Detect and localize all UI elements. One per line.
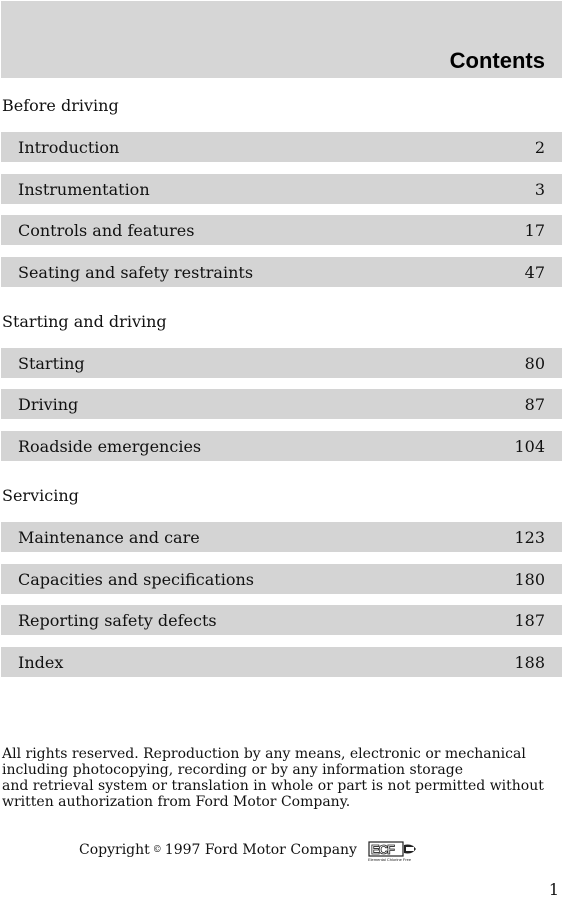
toc-entry-page: 87 — [524, 395, 545, 414]
toc-entry-capacities-and-specifications[interactable] — [1, 564, 562, 594]
toc-entry-label: Instrumentation — [18, 180, 150, 199]
copyright-line — [79, 842, 357, 858]
toc-entry-label: Seating and safety restraints — [18, 263, 254, 282]
toc-entry-label: Roadside emergencies — [18, 437, 202, 456]
section-heading-servicing: Servicing — [2, 486, 79, 505]
toc-entry-page: 17 — [524, 221, 545, 240]
toc-entry-roadside-emergencies[interactable] — [1, 431, 562, 461]
toc-entry-introduction[interactable] — [1, 132, 562, 162]
toc-entry-instrumentation[interactable] — [1, 174, 562, 204]
toc-entry-page: 47 — [524, 263, 545, 282]
toc-entry-label: Driving — [18, 395, 79, 414]
page-title: Contents — [449, 48, 545, 73]
toc-entry-page: 104 — [514, 437, 545, 456]
toc-entry-label: Maintenance and care — [18, 528, 200, 547]
svg-text:ECF: ECF — [371, 842, 394, 857]
copyright-text: 1997 Ford Motor Company — [164, 842, 357, 858]
rights-line: including photocopying, recording or by any information storage — [2, 762, 464, 778]
rights-notice — [2, 746, 542, 810]
toc-entry-driving[interactable] — [1, 389, 562, 419]
rights-line: All rights reserved. Reproduction by any means, electronic or mechanical — [2, 746, 526, 762]
toc-entry-index[interactable] — [1, 647, 562, 677]
toc-entry-page: 80 — [524, 354, 545, 373]
toc-entry-label: Introduction — [18, 138, 120, 157]
toc-entry-maintenance-and-care[interactable] — [1, 522, 562, 552]
toc-entry-page: 3 — [534, 180, 545, 199]
rights-line: and retrieval system or translation in whole or part is not permitted without — [2, 778, 544, 794]
toc-entry-label: Reporting safety defects — [18, 611, 217, 630]
svg-text:Elemental Chlorine Free: Elemental Chlorine Free — [368, 857, 412, 862]
toc-entry-page: 2 — [534, 138, 545, 157]
rights-line: written authorization from Ford Motor Company. — [2, 794, 351, 810]
toc-entry-controls-and-features[interactable] — [1, 215, 562, 245]
page-number: 1 — [548, 880, 559, 899]
toc-entry-page: 123 — [514, 528, 545, 547]
copyright-prefix: Copyright — [79, 842, 150, 858]
toc-entry-label: Controls and features — [18, 221, 195, 240]
copyright-symbol: © — [152, 845, 162, 855]
toc-entry-label: Index — [18, 653, 64, 672]
toc-entry-page: 188 — [514, 653, 545, 672]
contents-header-band — [1, 1, 562, 78]
toc-entry-page: 180 — [514, 570, 545, 589]
toc-entry-starting[interactable] — [1, 348, 562, 378]
toc-entry-page: 187 — [514, 611, 545, 630]
toc-entry-label: Capacities and specifications — [18, 570, 254, 589]
ecf-logo-icon — [368, 841, 418, 863]
section-heading-before-driving: Before driving — [2, 96, 119, 115]
toc-entry-reporting-safety-defects[interactable] — [1, 605, 562, 635]
toc-entry-seating-and-safety-restraints[interactable] — [1, 257, 562, 287]
toc-entry-label: Starting — [18, 354, 85, 373]
section-heading-starting-and-driving: Starting and driving — [2, 312, 167, 331]
